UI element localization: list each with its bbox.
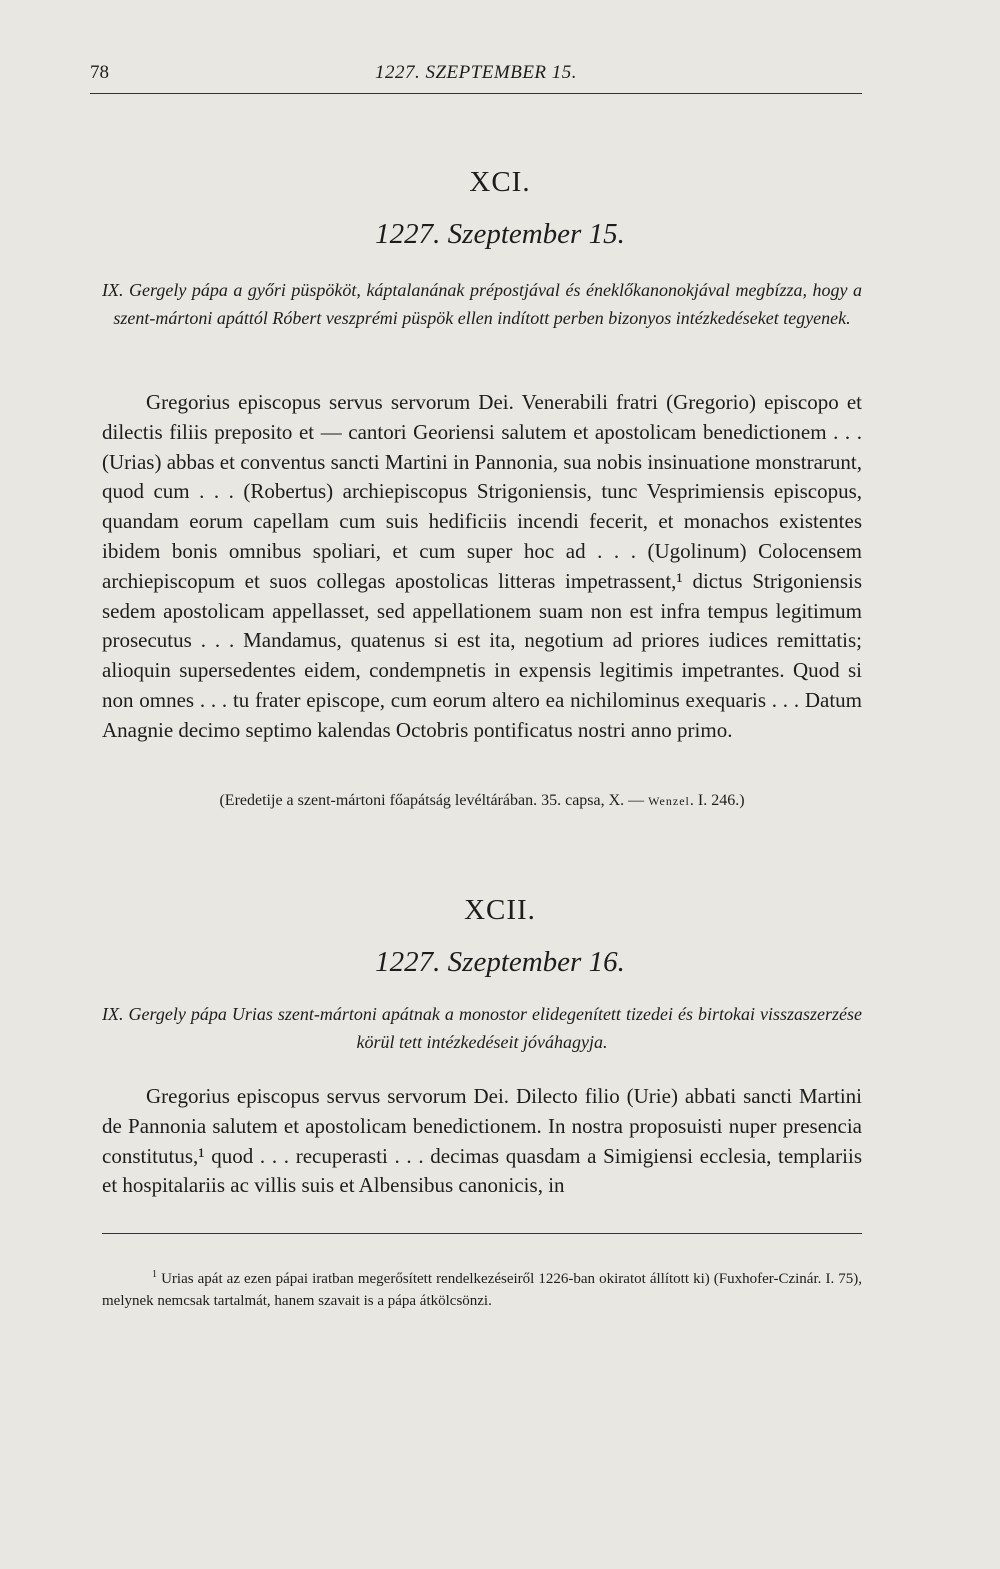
footnote: [102, 1264, 862, 1312]
source-author: Wenzel: [648, 794, 690, 808]
document-text: [102, 1082, 862, 1201]
footnote-marker: 1: [152, 1269, 157, 1280]
source-note-end: . I. 246.): [689, 792, 745, 809]
document-date: 1227. Szeptember 16.: [375, 946, 625, 978]
footnote-text: Urias apát az ezen pápai iratban megerősített rendelkezéseiről 1226-ban okiratot állított ki) (Fuxhofer-Czinár. I. 75), melynek nemcsak tartalmát, hanem szavait is a pápa átkölcsönzi.: [102, 1271, 863, 1309]
document-regest: IX. Gergely pápa Urias szent-mártoni apátnak a monostor elidegenített tizedei és birtokai visszaszerzése körül tett intézkedéseit jóváhagyja.: [102, 1004, 862, 1052]
document-text: [102, 388, 862, 746]
source-note: [102, 792, 862, 810]
footnote-rule: [102, 1233, 862, 1234]
document-number: XCII.: [464, 894, 536, 926]
document-date: 1227. Szeptember 15.: [375, 218, 625, 250]
page-number: 78: [90, 62, 109, 83]
header-rule: [90, 93, 862, 94]
document-text-content: Gregorius episcopus servus servorum Dei. Venerabili fratri (Gregorio) episcopo et dilectis filiis preposito et — cantori Georiensi salutem et apostolicam benedictionem . . . (Urias) abbas et conventus sancti Martini in Pannonia, sua nobis insinuatione monstrarunt, quod cum . . . (Robertus) archiepiscopus Strigoniensis, tunc Vesprimiensis episcopus, quandam eorum capellam cum suis hedificiis incendi fecerit, et monachos existentes ibidem bonis omnibus spoliari, et cum super hoc ad . . . (Ugolinum) Colocensem archiepiscopum et suos collegas apostolicas litteras impetrassent,¹ dictus Strigoniensis sedem apostolicam appellasset, sed appellationem suam non est infra tempus legitimum prosecutus . . . Mandamus, quatenus si est ita, negotium ad priores iudices remittatis; alioquin supersedentes eidem, condempnetis in expensis legitimis impetrantes. Quod si non omnes . . . tu frater episcope, cum eorum altero ea nichilominus exequaris . . . Datum Anagnie decimo septimo kalendas Octobris pontificatus nostri anno primo.: [102, 390, 862, 742]
document-text-content: Gregorius episcopus servus servorum Dei. Dilecto filio (Urie) abbati sancti Martini de Pannonia salutem et apostolicam benedictionem. In nostra proposuisti nuper presencia constitutus,¹ quod . . . recuperasti . . . decimas quasdam a Simigiensi ecclesia, templariis et hospitalariis ac villis suis et Albensibus canonicis, in: [102, 1084, 862, 1198]
running-title: 1227. SZEPTEMBER 15.: [374, 62, 578, 83]
running-head: [90, 62, 862, 92]
document-regest: IX. Gergely pápa a győri püspököt, káptalanának prépostjával és éneklőkanonokjával megbízza, hogy a szent-mártoni apáttól Róbert veszprémi püspök ellen indított perben bizonyos intézkedéseket tegyenek.: [102, 280, 862, 328]
document-number: XCI.: [469, 166, 531, 198]
source-note-part: (Eredetije a szent-mártoni főapátság levéltárában. 35. capsa, X. —: [219, 792, 649, 809]
